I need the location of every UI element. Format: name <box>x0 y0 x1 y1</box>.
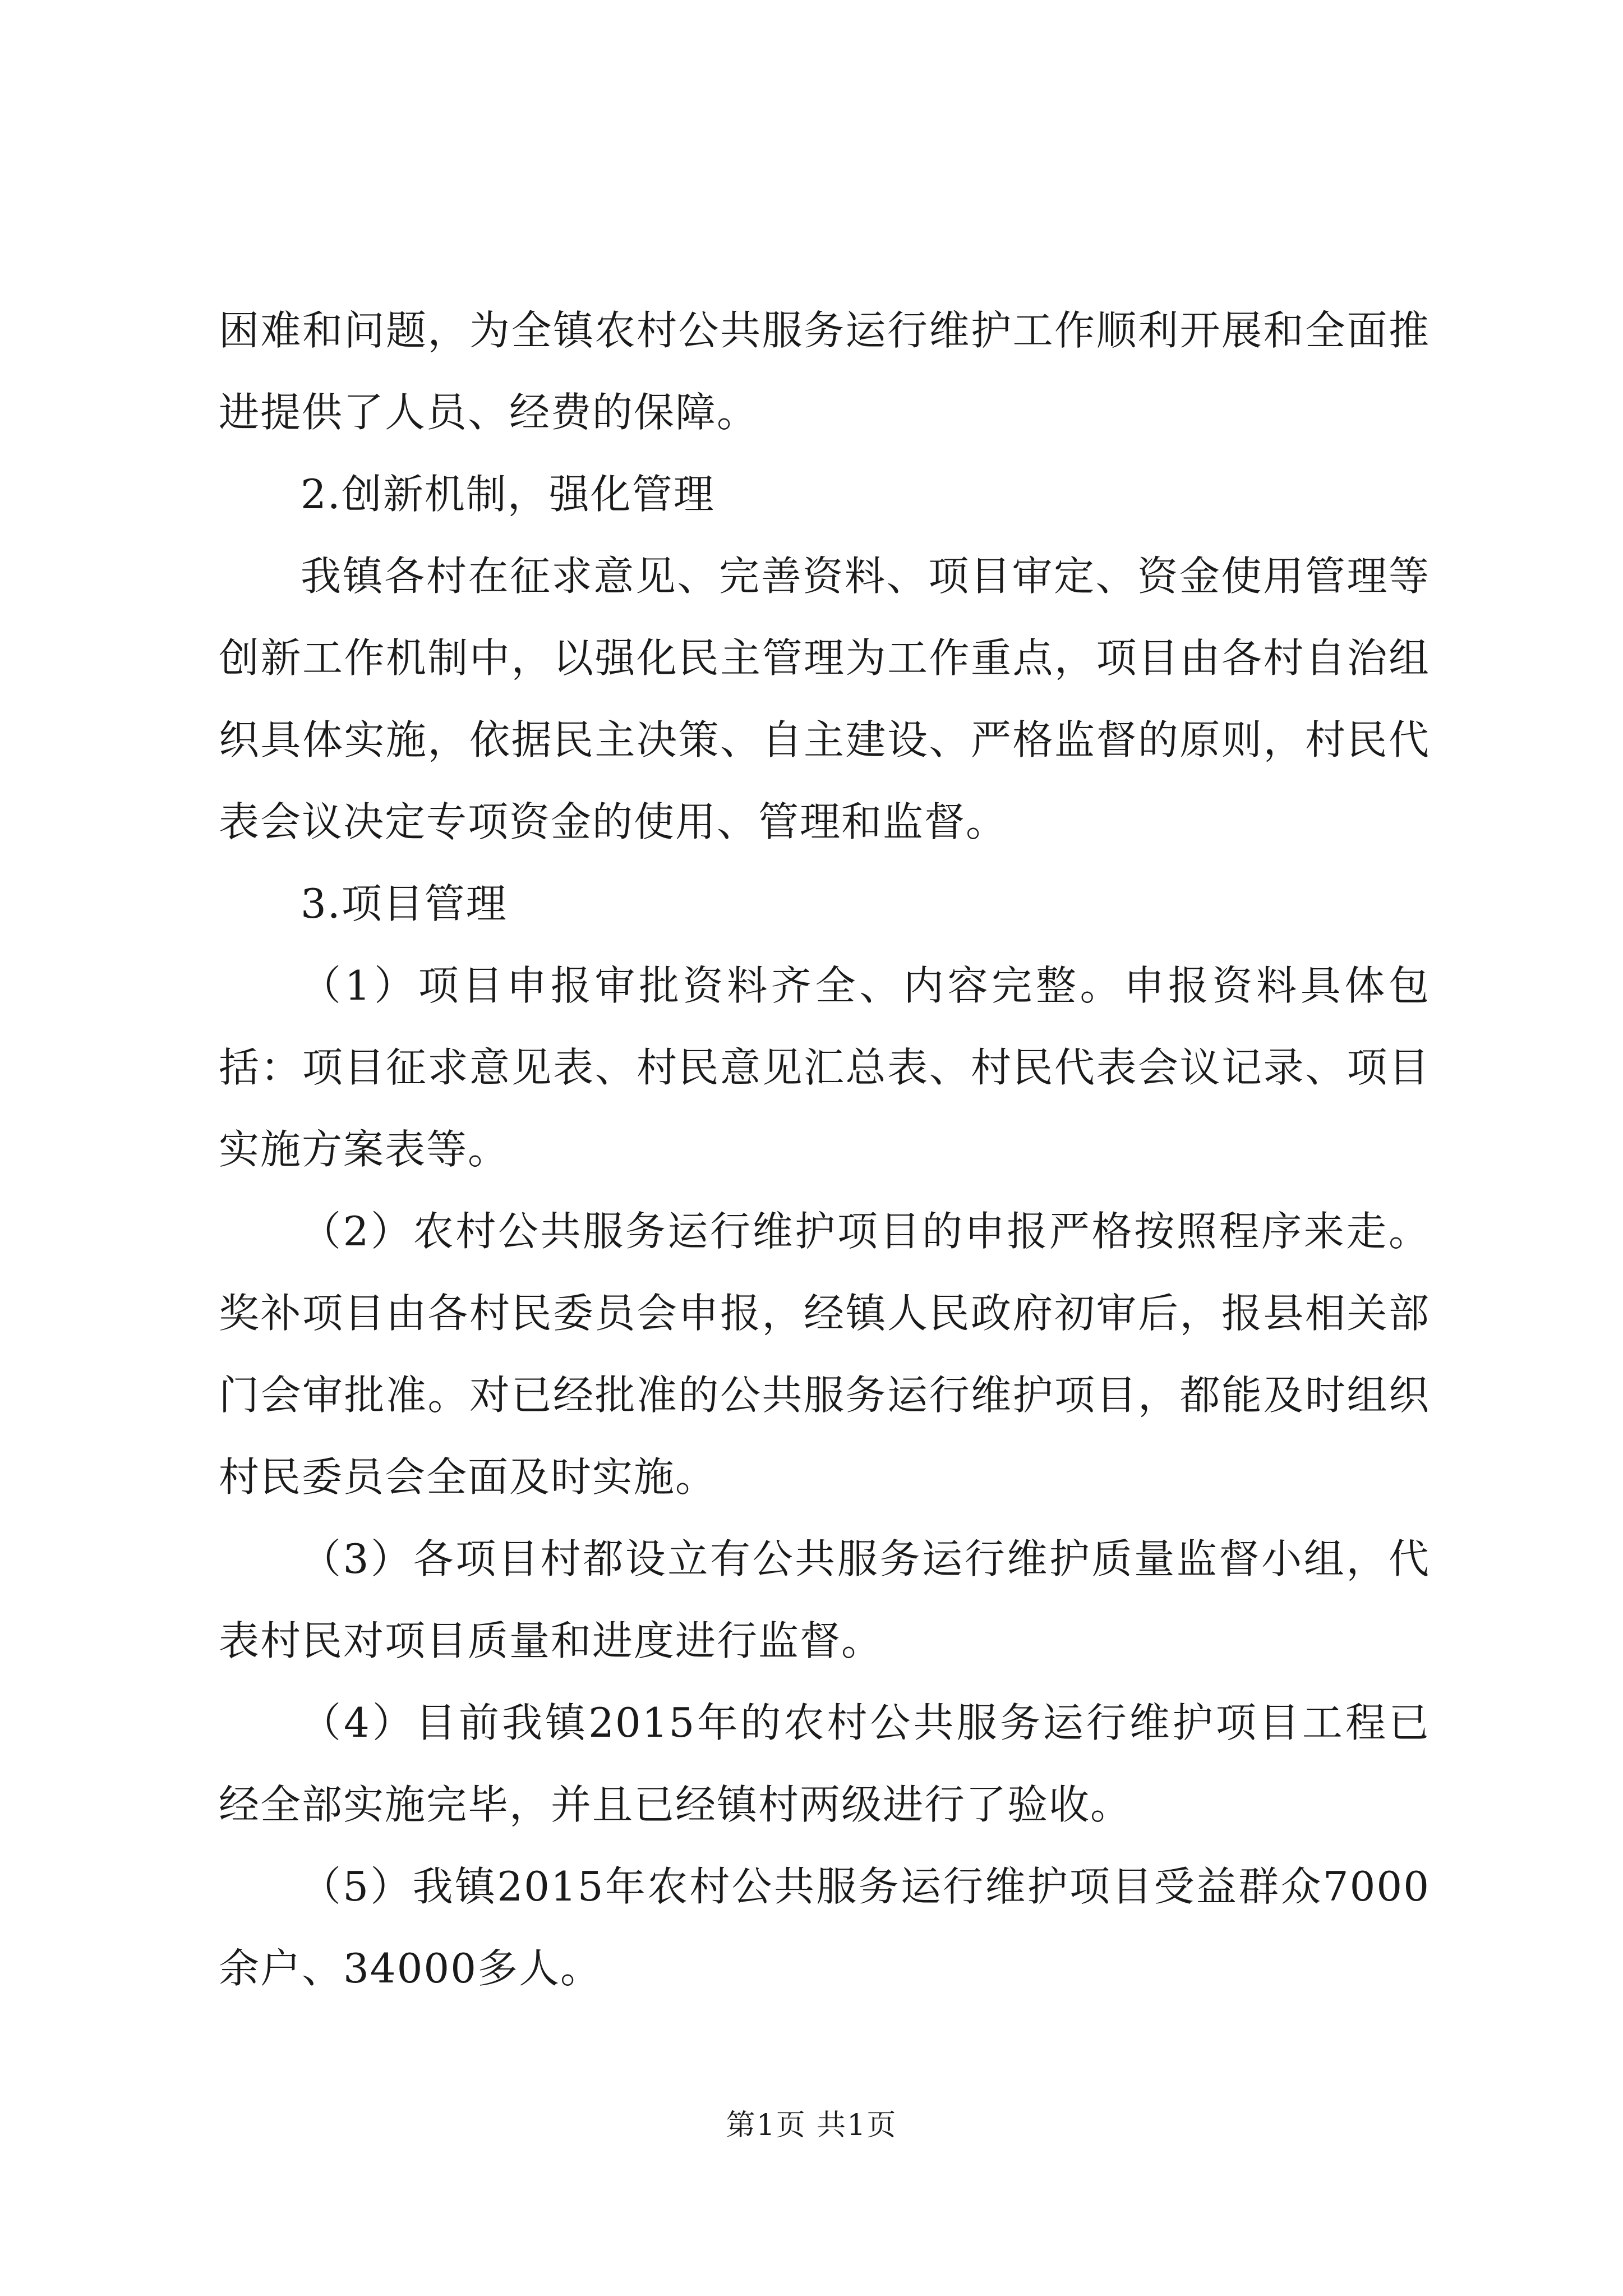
list-item-4: （4）目前我镇2015年的农村公共服务运行维护项目工程已经全部实施完毕，并且已经镇村两级进行了验收。 <box>219 1699 1430 1828</box>
list-item-5: （5）我镇2015年农村公共服务运行维护项目受益群众7000余户、34000多人。 <box>219 1863 1430 1992</box>
paragraph-mechanism: 我镇各村在征求意见、完善资料、项目审定、资金使用管理等创新工作机制中，以强化民主管理为工作重点，项目由各村自治组织具体实施，依据民主决策、自主建设、严格监督的原则，村民代表会议决定专项资金的使用、管理和监督。 <box>219 553 1430 845</box>
section-heading-3: 3.项目管理 <box>301 880 508 927</box>
list-item-1: （1）项目申报审批资料齐全、内容完整。申报资料具体包括：项目征求意见表、村民意见汇总表、村民代表会议记录、项目实施方案表等。 <box>219 962 1430 1173</box>
list-item-2: （2）农村公共服务运行维护项目的申报严格按照程序来走。奖补项目由各村民委员会申报，经镇人民政府初审后，报县相关部门会审批准。对已经批准的公共服务运行维护项目，都能及时组织村民委员会全面及时实施。 <box>219 1208 1430 1501</box>
list-item-3: （3）各项目村都设立有公共服务运行维护质量监督小组，代表村民对项目质量和进度进行监督。 <box>219 1535 1430 1664</box>
page-footer: 第1页 共1页 <box>726 2109 897 2142</box>
section-heading-2: 2.创新机制，强化管理 <box>301 471 715 518</box>
document-body <box>219 289 1430 2009</box>
paragraph-continuation: 困难和问题，为全镇农村公共服务运行维护工作顺利开展和全面推进提供了人员、经费的保障。 <box>219 307 1430 436</box>
